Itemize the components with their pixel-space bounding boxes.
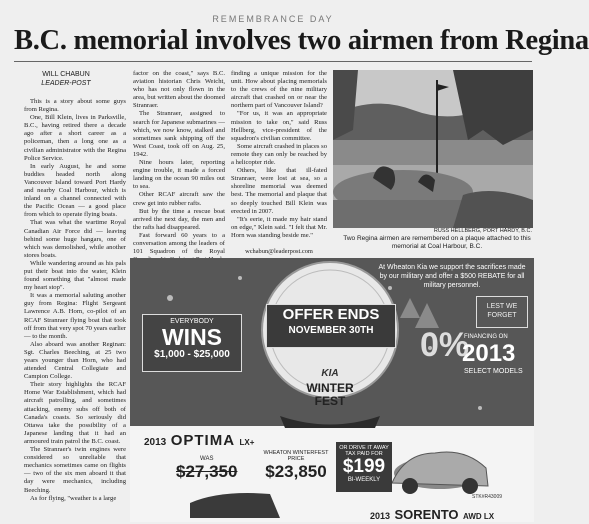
section-kicker: REMEMBRANCE DAY [212,14,334,24]
wheaton-price: $23,850 [265,462,327,481]
headline-rule [14,61,532,62]
wheaton-price-block [256,450,336,482]
photo-caption: Two Regina airmen are remembered on a plaque attached to this memorial at Coal Harbour, B.C. [343,235,531,250]
optima-title [144,432,254,450]
paragraph: Some aircraft crashed in places so remote they can only be reached by a helicopter ride. [231,142,327,167]
military-promo: At Wheaton Kia we support the sacrifices made by our military and offer a $500 REBATE for all military personnel. [378,264,526,289]
paragraph: Others, like that ill-fated Stranraer, were lost at sea, so a shoreline memorial was deemed best. The memorial and plaque that so deeply touched Bill Klein was erected in 2007. [231,167,327,215]
financing-percent: 0% [420,326,470,364]
drive-line2: TAX PAID FOR [345,451,383,457]
paragraph: This is a story about some guys from Regina. [24,98,126,114]
kia-logo: KIA [321,368,339,379]
memorial-photo [333,70,533,228]
sorento-title [370,506,494,524]
paragraph: factor on the coast," says B.C. aviation historian Chris Weicht, who has not only flown in the area, but written about the doomed Stranraer. [133,70,225,110]
sorento-year: 2013 [370,511,391,521]
optima-trim: LX+ [239,438,255,447]
paragraph: Their story highlights the RCAF Home War Establishment, which had aircraft patrolling, and sometimes attacking, enemy subs off both of Canada's coasts. So seriously did Ottawa take the possibility of a Japanese landing that it had an armoured train patrol the B.C. coast. [24,381,126,445]
offer-box [266,304,396,348]
author-email: wchabun@leaderpost.com [245,248,313,255]
paragraph: That was what the wartime Royal Canadian Air Force did — leaving behind some huge hangars, one of which was demolished, while another stores boats. [24,219,126,259]
forget-label: FORGET [487,312,517,319]
wins-top: EVERYBODY [170,318,214,325]
wins-range-low: $1,000 [154,349,185,360]
biweekly-price: $199 [342,456,386,477]
paragraph: The Stranraer, assigned to search for Japanese submarines — which, we now know, stalked and sometimes sank shipping off the West Coast, took off on Aug. 25, 1942. [133,110,225,158]
fest-label: FEST [314,394,346,408]
financing-year: 2013 [462,340,516,367]
offer-label: OFFER ENDS [282,306,380,323]
was-price: $27,350 [176,462,238,481]
sorento-trim: AWD LX [463,512,495,521]
paragraph: Fast forward 60 years to a conversation among the leaders of 101 Squadron of the Royal [133,231,225,256]
wins-badge [142,314,242,372]
paragraph: "For us, it was an appropriate mission to take on," said Russ Hellberg, vice-president of the squadron's civilian committee. [231,110,327,142]
byline [22,70,110,88]
byline-outlet: LEADER-POST [41,80,91,87]
paragraph: One, Bill Klein, lives in Parksville, B.C., having retired there a decade ago after a short career as a policeman, then a long one as a civilian administrator with the Regina Police Service. [24,114,126,162]
offer-date: NOVEMBER 30TH [288,325,374,336]
byline-author: WILL CHABUN [42,71,90,78]
lest-label: LEST WE [486,303,518,310]
financing-label: FINANCING ON [464,334,508,340]
paragraph: finding a unique mission for the unit. How about placing memorials to the crews of the nine military aircraft that crashed on or near the northern part of Vancouver Island? [231,70,327,110]
optima-model: OPTIMA [170,432,236,449]
headline: B.C. memorial involves two airmen from Regina [14,25,589,56]
optima-year: 2013 [144,437,167,448]
sorento-model: SORENTO [394,507,459,522]
article-column-2 [133,70,225,256]
paragraph: "It's eerie, it made my hair stand on edge," Klein said. "I felt that Mr. Horn was standing beside me." [231,215,327,239]
was-price-block [176,456,237,482]
lest-we-forget [476,296,528,328]
wins-range: $1,000 - $25,000 [154,349,230,360]
kia-advertisement[interactable] [130,258,534,522]
paragraph: It was a memorial saluting another guy from Regina: Flight Sergeant Lawrence A.B. Horn, co-pilot of an RCAF Stranraer flying boat that took off from that very spot 70 years earlier — to the month. [24,292,126,340]
paragraph: Nine hours later, reporting engine trouble, it made a forced landing on the ocean 90 miles out to sea. [133,159,225,191]
paragraph: Other RCAF aircraft saw the crew get into rubber rafts. [133,191,225,207]
paragraph: In early August, he and some buddies headed north along Vancouver Island toward Port Hardy and nearby Coal Harbour, which is inland on a channel connected with the Pacific Ocean — a good place from which to operate flying boats. [24,162,126,219]
paragraph: But by the time a rescue boat arrived the next day, the men and the rafts had disappeared. [133,207,225,231]
stock-number: STK#R43009 [472,494,503,500]
biweekly-box [336,442,392,492]
paragraph: The Stranraer's twin engines were considered so unreliable that mechanics sometimes came on flights — two of the six men aboard it that day were mechanics, including Beeching. [24,446,126,494]
photo-credit: RUSS HELLBERG, PORT HARDY, B.C. [433,228,532,234]
was-label: WAS [200,456,214,462]
wins-range-high: $25,000 [193,349,230,360]
article-column-1 [24,98,126,522]
paragraph: Also aboard was another Reginan: Sgt. Charles Beeching, at 25 two years younger than Horn, who had attended Central Collegiate and Campion College. [24,340,126,381]
biweekly-label: BI-WEEKLY [347,477,381,483]
wheaton-label: WHEATON WINTERFEST PRICE [263,450,329,462]
winterfest-logo [290,382,370,408]
winter-label: WINTER [306,381,354,395]
paragraph: As for flying, "weather is a large [30,494,117,502]
select-models: SELECT MODELS [464,368,523,375]
wins-label: WINS [161,324,223,350]
paragraph: While wandering around as his pals put their boat into the water, Klein found something that "almost made my heart stop". [24,259,126,292]
drive-line1: OR DRIVE IT AWAY [339,445,389,451]
article-column-3 [231,70,327,256]
